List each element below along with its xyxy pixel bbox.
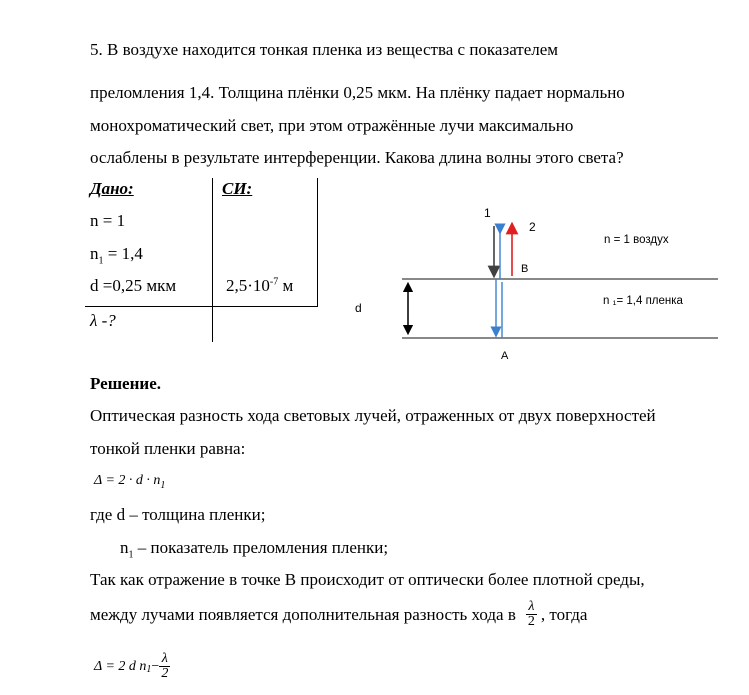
half-lambda-fraction: $\frac{\lambda}{2}$ [527,599,535,629]
given-find-lambda: λ -? [90,311,116,330]
problem-line-4: ослаблены в результате интерференции. Какова длина волны этого света? [90,148,624,167]
solution-paragraph-1-line-1: Оптическая разность хода световых лучей, отраженных от двух поверхностей [90,406,656,425]
ray-1-label: 1 [484,206,491,220]
where-d-line: где d – толщина пленки; [90,505,266,524]
problem-line-3: монохроматический свет, при этом отражённые лучи максимально [90,116,574,135]
point-a-label: A [501,350,509,362]
given-d-si: $2,5\cdot 10^{-7}$ м [226,276,294,295]
given-header: Дано: [90,179,134,198]
solution-paragraph-1-line-2: тонкой пленки равна: [90,439,246,458]
formula-optical-path-difference: $\Delta = 2 \cdot d \cdot n_1$ [94,473,166,491]
given-d: d =0,25 мкм [90,276,177,295]
thickness-d-label: d [355,301,362,315]
ray-2-label: 2 [529,220,536,234]
si-header: СИ: [222,179,253,198]
film-medium-label: n ₁= 1,4 пленка [603,295,683,307]
problem-line-2: преломления 1,4. Толщина плёнки 0,25 мкм. На плёнку падает нормально [90,83,625,102]
given-n1: $n_1 = 1,4$ [90,244,143,267]
problem-line-1: 5. В воздухе находится тонкая пленка из вещества с показателем [90,40,559,59]
solution-heading: Решение. [90,374,161,393]
formula-with-half-wave-loss: Δ = 2 d n $_1$ − $\frac{\lambda}{2}$ [94,651,169,681]
point-b-label: B [521,263,529,275]
given-n: n = 1 [90,211,126,230]
where-n1-line: $n_1$ – показатель преломления пленки; [120,538,389,561]
formula-lambda-over-two: $\frac{\lambda}{2}$ [161,651,169,681]
solution-paragraph-2-line-1: Так как отражение в точке В происходит от оптически более плотной среды, [90,570,645,589]
solution-paragraph-2-line-2: между лучами появляется дополнительная разность хода в $\frac{\lambda}{2}$ , тогда [90,599,588,629]
air-medium-label: n = 1 воздух [604,234,669,246]
